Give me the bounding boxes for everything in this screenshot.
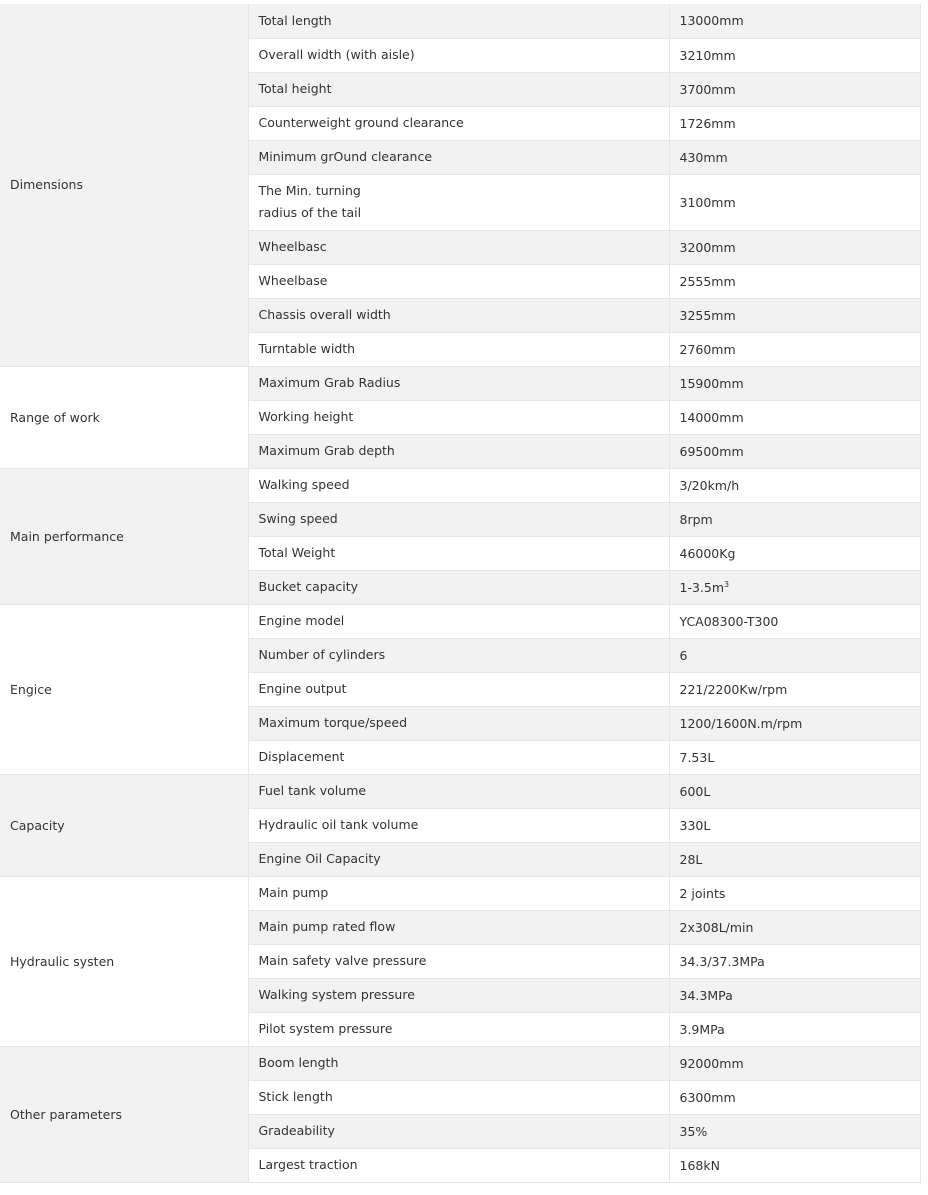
- spec-label: Total height: [248, 72, 669, 106]
- spec-value: 92000mm: [669, 1046, 920, 1080]
- spec-value: 3700mm: [669, 72, 920, 106]
- spec-value-text: 1-3.5m: [679, 579, 725, 595]
- spec-value: 1200/1600N.m/rpm: [669, 706, 920, 740]
- spec-value: 14000mm: [669, 400, 920, 434]
- spec-label: Wheelbasc: [248, 230, 669, 264]
- spec-value: 600L: [669, 774, 920, 808]
- spec-label: Pilot system pressure: [248, 1012, 669, 1046]
- spec-value: 6: [669, 638, 920, 672]
- category-cell: Capacity: [0, 774, 248, 876]
- spec-label: Total Weight: [248, 536, 669, 570]
- spec-value: 6300mm: [669, 1080, 920, 1114]
- spec-label: Stick length: [248, 1080, 669, 1114]
- spec-value: 69500mm: [669, 434, 920, 468]
- spec-table-body: [0, 4, 920, 1182]
- spec-value: 221/2200Kw/rpm: [669, 672, 920, 706]
- spec-value: 8rpm: [669, 502, 920, 536]
- category-cell: Other parameters: [0, 1046, 248, 1182]
- spec-row: [0, 604, 920, 638]
- spec-row: [0, 468, 920, 502]
- spec-label: Walking system pressure: [248, 978, 669, 1012]
- spec-value: 2 joints: [669, 876, 920, 910]
- category-cell: Hydraulic systen: [0, 876, 248, 1046]
- spec-label: Maximum torque/speed: [248, 706, 669, 740]
- spec-label: Main pump: [248, 876, 669, 910]
- spec-value: 3100mm: [669, 174, 920, 230]
- spec-value: 330L: [669, 808, 920, 842]
- spec-label: Engine model: [248, 604, 669, 638]
- spec-label: Engine output: [248, 672, 669, 706]
- spec-label: Maximum Grab depth: [248, 434, 669, 468]
- category-cell: Engice: [0, 604, 248, 774]
- spec-label: Overall width (with aisle): [248, 38, 669, 72]
- spec-value: 1726mm: [669, 106, 920, 140]
- spec-label: Chassis overall width: [248, 298, 669, 332]
- spec-label: Turntable width: [248, 332, 669, 366]
- spec-value: 3/20km/h: [669, 468, 920, 502]
- unit-superscript: 3: [724, 579, 730, 589]
- spec-value: 168kN: [669, 1148, 920, 1182]
- spec-value: 3210mm: [669, 38, 920, 72]
- spec-row: [0, 1046, 920, 1080]
- spec-value: 3.9MPa: [669, 1012, 920, 1046]
- category-cell: Range of work: [0, 366, 248, 468]
- spec-value: 2x308L/min: [669, 910, 920, 944]
- spec-value: 430mm: [669, 140, 920, 174]
- spec-label-line: radius of the tail: [258, 205, 362, 220]
- spec-label: Main pump rated flow: [248, 910, 669, 944]
- spec-value: 13000mm: [669, 4, 920, 38]
- spec-label: Gradeability: [248, 1114, 669, 1148]
- spec-label: Swing speed: [248, 502, 669, 536]
- spec-value: 28L: [669, 842, 920, 876]
- spec-label: Fuel tank volume: [248, 774, 669, 808]
- spec-value: YCA08300-T300: [669, 604, 920, 638]
- spec-label: Number of cylinders: [248, 638, 669, 672]
- spec-label: Walking speed: [248, 468, 669, 502]
- spec-label-line: The Min. turning: [258, 183, 361, 198]
- category-cell: Dimensions: [0, 4, 248, 366]
- spec-value: 3255mm: [669, 298, 920, 332]
- spec-row: [0, 774, 920, 808]
- category-cell: Main performance: [0, 468, 248, 604]
- spec-label: Counterweight ground clearance: [248, 106, 669, 140]
- spec-label: Minimum grOund clearance: [248, 140, 669, 174]
- spec-value: 2760mm: [669, 332, 920, 366]
- spec-label: Hydraulic oil tank volume: [248, 808, 669, 842]
- spec-label: Main safety valve pressure: [248, 944, 669, 978]
- spec-value: [669, 570, 920, 604]
- spec-label: Maximum Grab Radius: [248, 366, 669, 400]
- spec-row: [0, 876, 920, 910]
- spec-label: Boom length: [248, 1046, 669, 1080]
- spec-value: 34.3/37.3MPa: [669, 944, 920, 978]
- spec-label: Displacement: [248, 740, 669, 774]
- spec-label: Bucket capacity: [248, 570, 669, 604]
- spec-label: Total length: [248, 4, 669, 38]
- spec-value: 46000Kg: [669, 536, 920, 570]
- spec-label: Engine Oil Capacity: [248, 842, 669, 876]
- spec-value: 15900mm: [669, 366, 920, 400]
- spec-label: Wheelbase: [248, 264, 669, 298]
- spec-label: Largest traction: [248, 1148, 669, 1182]
- spec-value: 2555mm: [669, 264, 920, 298]
- spec-table: [0, 4, 921, 1183]
- spec-value: 34.3MPa: [669, 978, 920, 1012]
- spec-row: [0, 366, 920, 400]
- spec-value: 35%: [669, 1114, 920, 1148]
- spec-value: 3200mm: [669, 230, 920, 264]
- spec-label: [248, 174, 669, 230]
- spec-row: [0, 4, 920, 38]
- spec-value: 7.53L: [669, 740, 920, 774]
- spec-label: Working height: [248, 400, 669, 434]
